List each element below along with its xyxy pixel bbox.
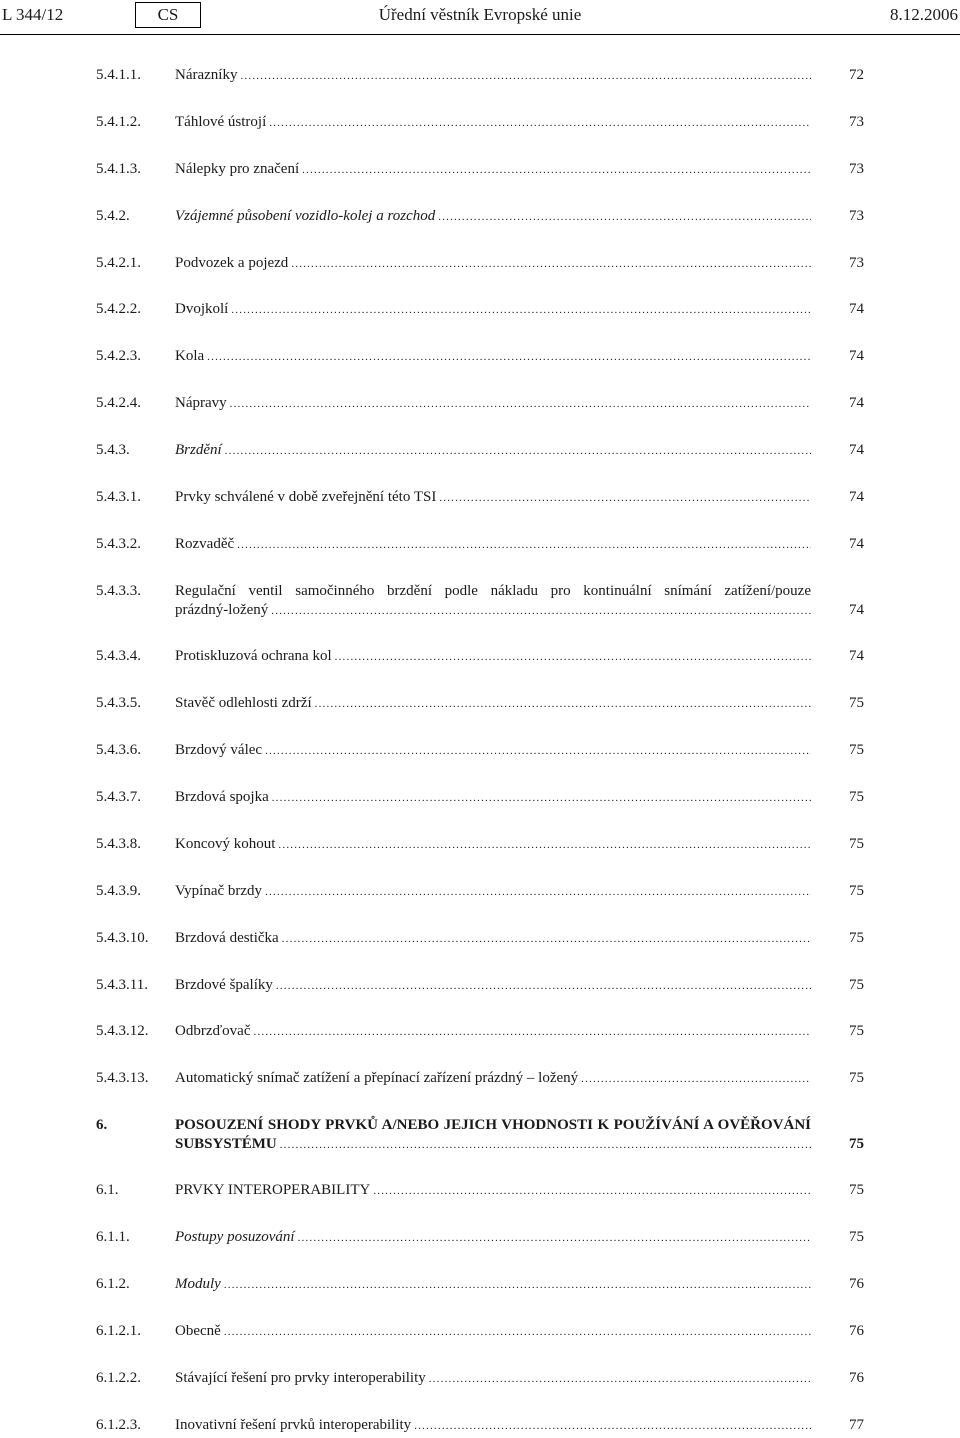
toc-entry-page: 72 <box>849 67 864 83</box>
dot-leader <box>280 1136 811 1155</box>
toc-entry-page: 73 <box>849 208 864 224</box>
toc-entry-title: Rozvaděč <box>175 536 235 552</box>
toc-entry-title: Inovativní řešení prvků interoperability <box>175 1417 412 1433</box>
toc-entry-page: 75 <box>849 1229 864 1245</box>
toc-entry-title: PRVKY INTEROPERABILITY <box>175 1182 371 1198</box>
toc-entry-number: 5.4.3.5. <box>96 695 141 711</box>
journal-title: Úřední věstník Evropské unie <box>378 5 582 24</box>
toc-entry-title: Stavěč odlehlosti zdrží <box>175 695 312 711</box>
toc-entry-title: Brzdová destička <box>175 930 279 946</box>
toc-entry-page: 76 <box>849 1370 864 1386</box>
dot-leader <box>231 301 811 320</box>
toc-entry-number: 6.1.2.2. <box>96 1370 141 1386</box>
toc-entry-title-line: POSOUZENÍ SHODY PRVKŮ A/NEBO JEJICH VHODNOSTI K POUŽÍVÁNÍ A OVĚŘOVÁNÍ <box>175 1117 811 1133</box>
dot-leader <box>237 536 811 555</box>
dot-leader <box>429 1370 811 1389</box>
toc-entry-page: 73 <box>849 114 864 130</box>
toc-entry-title: Podvozek a pojezd <box>175 255 289 271</box>
toc-entry-page: 75 <box>849 836 864 852</box>
language-code: CS <box>135 2 201 28</box>
toc-entry-number: 6.1. <box>96 1182 119 1198</box>
toc-entry-page: 74 <box>849 348 864 364</box>
toc-entry-page: 75 <box>849 789 864 805</box>
toc-entry-page: 75 <box>849 695 864 711</box>
dot-leader <box>225 442 811 461</box>
toc-entry-number: 5.4.3.3. <box>96 583 141 599</box>
toc-entry-title: Postupy posuzování <box>175 1229 295 1245</box>
toc-entry-number: 5.4.3. <box>96 442 130 458</box>
toc-entry-page: 73 <box>849 161 864 177</box>
toc-entry-number: 5.4.3.13. <box>96 1070 149 1086</box>
dot-leader <box>439 489 811 508</box>
dot-leader <box>302 161 811 180</box>
toc-entry-title: Táhlové ústrojí <box>175 114 267 130</box>
toc-entry-number: 5.4.3.2. <box>96 536 141 552</box>
toc-entry-page: 74 <box>849 442 864 458</box>
dot-leader <box>240 67 811 86</box>
toc-entry-page: 75 <box>849 1070 864 1086</box>
toc-entry-page: 76 <box>849 1323 864 1339</box>
toc-entry-number: 5.4.3.8. <box>96 836 141 852</box>
dot-leader <box>298 1229 811 1248</box>
toc-entry-number: 5.4.2.3. <box>96 348 141 364</box>
toc-entry-number: 5.4.3.9. <box>96 883 141 899</box>
toc-entry-number: 5.4.3.12. <box>96 1023 149 1039</box>
toc-entry-number: 6. <box>96 1117 108 1133</box>
dot-leader <box>335 648 811 667</box>
toc-entry-title: Protiskluzová ochrana kol <box>175 648 332 664</box>
dot-leader <box>224 1276 811 1295</box>
toc-entry-title: Dvojkolí <box>175 301 229 317</box>
toc-entry-page: 74 <box>849 395 864 411</box>
publication-date: 8.12.2006 <box>890 5 958 24</box>
dot-leader <box>278 836 811 855</box>
toc-entry-page: 75 <box>849 1023 864 1039</box>
toc-entry-title: Brzdové špalíky <box>175 977 273 993</box>
toc-entry-page: 73 <box>849 255 864 271</box>
dot-leader <box>581 1070 811 1089</box>
dot-leader <box>271 602 811 621</box>
toc-entry-number: 6.1.2.3. <box>96 1417 141 1433</box>
toc-entry-number: 5.4.1.1. <box>96 67 141 83</box>
toc-entry-title: Stávající řešení pro prvky interoperability <box>175 1370 426 1386</box>
toc-entry-number: 5.4.3.1. <box>96 489 141 505</box>
toc-entry-page: 75 <box>849 742 864 758</box>
toc-entry-number: 5.4.2. <box>96 208 130 224</box>
toc-entry-number: 5.4.3.10. <box>96 930 149 946</box>
toc-entry-page: 75 <box>849 977 864 993</box>
toc-entry-page: 75 <box>849 883 864 899</box>
toc-entry-title: Obecně <box>175 1323 221 1339</box>
toc-entry-number: 5.4.1.2. <box>96 114 141 130</box>
dot-leader <box>207 348 811 367</box>
toc-entry-page: 74 <box>849 301 864 317</box>
toc-entry-title: Brzdění <box>175 442 222 458</box>
dot-leader <box>265 883 811 902</box>
dot-leader <box>282 930 811 949</box>
toc-entry-page: 74 <box>849 536 864 552</box>
toc-entry-title: SUBSYSTÉMU <box>175 1136 277 1152</box>
toc-entry-number: 5.4.3.7. <box>96 789 141 805</box>
toc-entry-number: 5.4.1.3. <box>96 161 141 177</box>
toc-entry-title-line: Regulační ventil samočinného brzdění podle nákladu pro kontinuální snímání zatížení/pouze <box>175 583 811 599</box>
toc-entry-number: 5.4.3.4. <box>96 648 141 664</box>
page-header <box>0 0 960 35</box>
toc-entry-title: Kola <box>175 348 205 364</box>
toc-entry-title: Nárazníky <box>175 67 238 83</box>
toc-entry-title: Odbrzďovač <box>175 1023 251 1039</box>
dot-leader <box>276 977 811 996</box>
toc-entry-number: 5.4.2.4. <box>96 395 141 411</box>
toc-entry-page: 74 <box>849 602 864 618</box>
toc-entry-number: 6.1.1. <box>96 1229 130 1245</box>
dot-leader <box>254 1023 812 1042</box>
toc-entry-title: Vypínač brzdy <box>175 883 263 899</box>
toc-entry-title: Prvky schválené v době zveřejnění této TSI <box>175 489 437 505</box>
toc-entry-page: 75 <box>849 930 864 946</box>
dot-leader <box>291 255 811 274</box>
toc-entry-page: 74 <box>849 648 864 664</box>
toc-entry-page: 75 <box>849 1182 864 1198</box>
journal-reference: L 344/12 <box>2 5 64 24</box>
dot-leader <box>315 695 811 714</box>
toc-entry-title: Nálepky pro značení <box>175 161 300 177</box>
toc-entry-title: Vzájemné působení vozidlo-kolej a rozchod <box>175 208 436 224</box>
toc-entry-page: 74 <box>849 489 864 505</box>
dot-leader <box>265 742 811 761</box>
toc-entry-title: Koncový kohout <box>175 836 276 852</box>
toc-entry-title: Nápravy <box>175 395 227 411</box>
dot-leader <box>414 1417 811 1436</box>
toc-entry-title: prázdný-ložený <box>175 602 269 618</box>
toc-entry-title: Brzdová spojka <box>175 789 269 805</box>
dot-leader <box>373 1182 811 1201</box>
toc-entry-page: 75 <box>849 1136 864 1152</box>
toc-entry-number: 5.4.2.1. <box>96 255 141 271</box>
toc-entry-title: Moduly <box>175 1276 221 1292</box>
dot-leader <box>230 395 811 414</box>
dot-leader <box>269 114 811 133</box>
toc-entry-number: 5.4.3.11. <box>96 977 148 993</box>
dot-leader <box>438 208 811 227</box>
toc-entry-page: 77 <box>849 1417 864 1433</box>
dot-leader <box>224 1323 811 1342</box>
toc-entry-number: 5.4.2.2. <box>96 301 141 317</box>
dot-leader <box>272 789 811 808</box>
toc-entry-number: 6.1.2.1. <box>96 1323 141 1339</box>
toc-entry-title: Automatický snímač zatížení a přepínací zařízení prázdný – ložený <box>175 1070 579 1086</box>
toc-entry-number: 5.4.3.6. <box>96 742 141 758</box>
toc-entry-number: 6.1.2. <box>96 1276 130 1292</box>
toc-entry-page: 76 <box>849 1276 864 1292</box>
toc-entry-title: Brzdový válec <box>175 742 263 758</box>
